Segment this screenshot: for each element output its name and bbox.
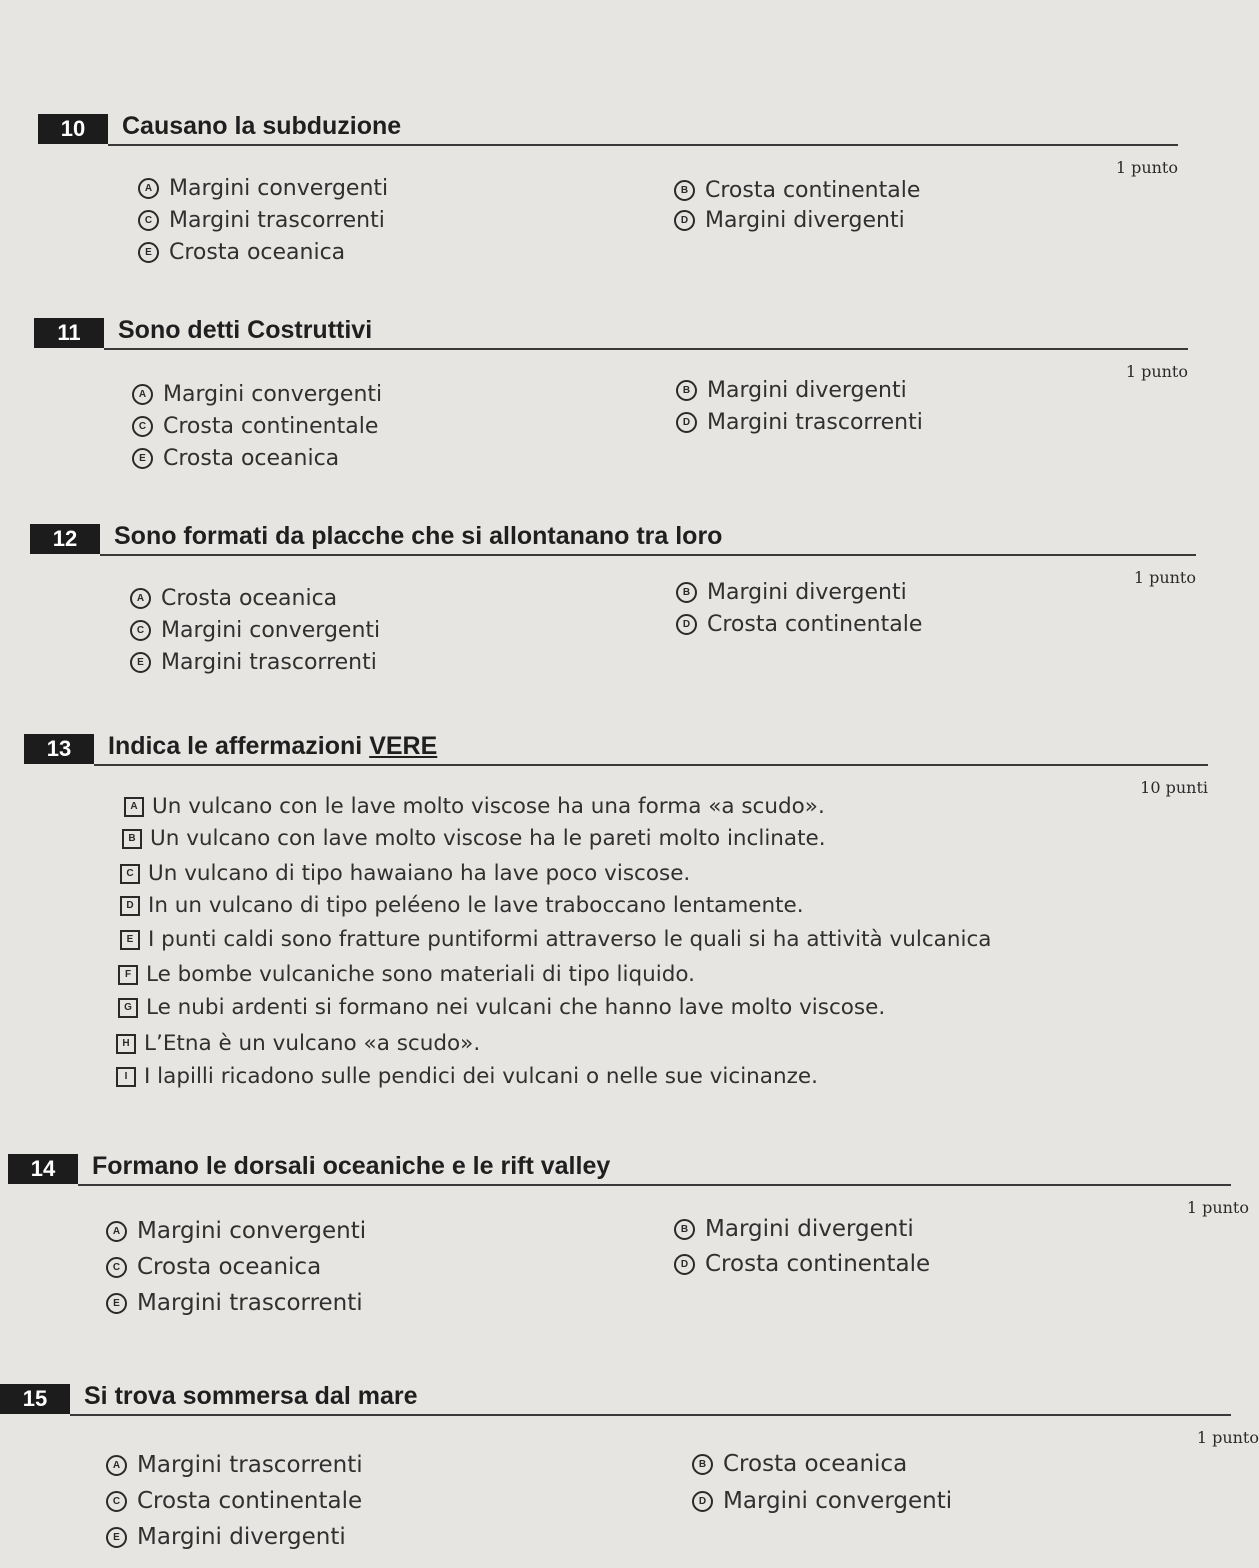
statement-letter-box: C — [120, 864, 140, 884]
statement-a[interactable] — [124, 794, 825, 819]
statement-f[interactable] — [118, 962, 695, 987]
option-text: Margini trascorrenti — [161, 650, 377, 675]
question-header — [24, 732, 1208, 797]
option-letter-circle: D — [692, 1491, 713, 1512]
question-number: 15 — [0, 1384, 70, 1414]
option-d[interactable] — [692, 1488, 952, 1514]
question-13 — [24, 734, 1208, 1094]
option-text: Margini divergenti — [707, 580, 907, 605]
option-c[interactable] — [138, 208, 385, 233]
statement-letter-box: A — [124, 797, 144, 817]
statement-letter-box: B — [122, 829, 142, 849]
question-title: Formano le dorsali oceaniche e le rift valley — [92, 1152, 611, 1180]
statement-letter-box: G — [118, 998, 138, 1018]
statement-text: Le nubi ardenti si formano nei vulcani che hanno lave molto viscose. — [146, 995, 886, 1020]
statement-h[interactable] — [116, 1031, 480, 1056]
option-letter-circle: D — [676, 412, 697, 433]
question-points: 10 punti — [1140, 778, 1208, 797]
option-b[interactable] — [674, 178, 920, 203]
question-header — [0, 1382, 1259, 1447]
statement-letter-box: H — [116, 1034, 136, 1054]
option-letter-circle: B — [676, 380, 697, 401]
statement-text: In un vulcano di tipo peléeno le lave traboccano lentamente. — [148, 893, 804, 918]
option-e[interactable] — [106, 1290, 363, 1316]
option-d[interactable] — [674, 1251, 930, 1277]
option-d[interactable] — [674, 208, 905, 233]
header-rule — [94, 764, 1208, 766]
statement-text: I punti caldi sono fratture puntiformi attraverso le quali si ha attività vulcanica — [148, 927, 992, 952]
option-letter-circle: A — [106, 1221, 127, 1242]
statement-letter-box: E — [120, 930, 140, 950]
statement-i[interactable] — [116, 1064, 818, 1089]
option-text: Crosta oceanica — [723, 1451, 908, 1477]
option-letter-circle: B — [674, 180, 695, 201]
option-letter-circle: B — [676, 582, 697, 603]
question-number: 10 — [38, 114, 108, 144]
question-header — [34, 316, 1188, 381]
option-letter-circle: C — [132, 416, 153, 437]
question-number: 13 — [24, 734, 94, 764]
option-text: Margini convergenti — [163, 382, 383, 407]
option-e[interactable] — [130, 650, 377, 675]
option-letter-circle: E — [106, 1527, 127, 1548]
option-c[interactable] — [130, 618, 380, 643]
option-c[interactable] — [132, 414, 378, 439]
statement-b[interactable] — [122, 826, 826, 851]
question-14 — [8, 1152, 1249, 1324]
option-a[interactable] — [106, 1452, 363, 1478]
option-text: Crosta continentale — [137, 1488, 363, 1514]
option-letter-circle: D — [674, 1254, 695, 1275]
question-number: 11 — [34, 318, 104, 348]
option-letter-circle: A — [132, 384, 153, 405]
question-11 — [34, 318, 1188, 478]
header-rule — [70, 1414, 1231, 1416]
question-header — [30, 522, 1196, 587]
option-letter-circle: E — [132, 448, 153, 469]
question-title: Sono formati da placche che si allontanano tra loro — [114, 522, 723, 550]
question-title — [108, 732, 437, 761]
statement-letter-box: I — [116, 1067, 136, 1087]
question-points: 1 punto — [1186, 1198, 1249, 1217]
option-e[interactable] — [132, 446, 339, 471]
option-letter-circle: E — [130, 652, 151, 673]
option-text: Crosta oceanica — [163, 446, 340, 471]
option-b[interactable] — [676, 378, 907, 403]
option-text: Margini trascorrenti — [169, 208, 385, 233]
statement-letter-box: D — [120, 896, 140, 916]
option-b[interactable] — [676, 580, 907, 605]
option-text: Margini divergenti — [705, 1216, 914, 1242]
option-letter-circle: A — [130, 588, 151, 609]
option-text: Crosta oceanica — [137, 1254, 322, 1280]
option-d[interactable] — [676, 612, 922, 637]
question-title: Causano la subduzione — [122, 112, 402, 140]
option-a[interactable] — [106, 1218, 366, 1244]
option-letter-circle: C — [130, 620, 151, 641]
statement-text: L’Etna è un vulcano «a scudo». — [144, 1031, 481, 1056]
option-c[interactable] — [106, 1488, 362, 1514]
header-rule — [104, 348, 1188, 350]
option-text: Margini trascorrenti — [707, 410, 923, 435]
option-letter-circle: C — [106, 1257, 127, 1278]
option-letter-circle: E — [106, 1293, 127, 1314]
statement-text: Un vulcano con lave molto viscose ha le pareti molto inclinate. — [150, 826, 826, 851]
question-title: Si trova sommersa dal mare — [84, 1382, 418, 1410]
question-header — [8, 1152, 1249, 1217]
question-points: 1 punto — [1196, 1428, 1259, 1447]
question-title: Sono detti Costruttivi — [118, 316, 373, 344]
option-text: Crosta oceanica — [169, 240, 346, 265]
option-text: Crosta continentale — [707, 612, 923, 637]
question-number: 14 — [8, 1154, 78, 1184]
option-text: Crosta continentale — [705, 1251, 931, 1277]
option-e[interactable] — [138, 240, 345, 265]
question-header — [38, 112, 1178, 177]
option-letter-circle: A — [106, 1455, 127, 1476]
statement-letter-box: F — [118, 965, 138, 985]
option-letter-circle: E — [138, 242, 159, 263]
statement-c[interactable] — [120, 861, 690, 886]
option-text: Crosta continentale — [163, 414, 379, 439]
question-15 — [0, 1382, 1259, 1564]
option-text: Margini trascorrenti — [137, 1452, 363, 1478]
option-letter-circle: B — [674, 1219, 695, 1240]
option-letter-circle: B — [692, 1454, 713, 1475]
header-rule — [100, 554, 1196, 556]
option-text: Margini convergenti — [137, 1218, 367, 1244]
question-title-emphasis: VERE — [369, 732, 438, 760]
header-rule — [108, 144, 1178, 146]
question-points: 1 punto — [1133, 568, 1196, 587]
question-number: 12 — [30, 524, 100, 554]
option-text: Margini convergenti — [723, 1488, 953, 1514]
option-a[interactable] — [132, 382, 382, 407]
option-d[interactable] — [676, 410, 923, 435]
option-a[interactable] — [130, 586, 337, 611]
option-text: Margini divergenti — [137, 1524, 346, 1550]
statement-e[interactable] — [120, 927, 991, 952]
option-c[interactable] — [106, 1254, 321, 1280]
question-12 — [30, 524, 1196, 684]
statement-text: I lapilli ricadono sulle pendici dei vulcani o nelle sue vicinanze. — [144, 1064, 818, 1089]
statement-text: Le bombe vulcaniche sono materiali di tipo liquido. — [146, 962, 696, 987]
option-text: Margini convergenti — [161, 618, 381, 643]
option-text: Margini divergenti — [707, 378, 907, 403]
option-text: Crosta continentale — [705, 178, 921, 203]
option-letter-circle: C — [138, 210, 159, 231]
option-text: Margini divergenti — [705, 208, 905, 233]
option-b[interactable] — [674, 1216, 914, 1242]
option-letter-circle: D — [676, 614, 697, 635]
option-a[interactable] — [138, 176, 388, 201]
option-letter-circle: D — [674, 210, 695, 231]
question-10 — [38, 114, 1178, 274]
question-points: 1 punto — [1125, 362, 1188, 381]
statement-d[interactable] — [120, 893, 804, 918]
header-rule — [78, 1184, 1231, 1186]
question-title-text: Indica le affermazioni — [108, 732, 370, 760]
option-letter-circle: C — [106, 1491, 127, 1512]
option-letter-circle: A — [138, 178, 159, 199]
option-text: Margini trascorrenti — [137, 1290, 363, 1316]
question-points: 1 punto — [1115, 158, 1178, 177]
statement-text: Un vulcano con le lave molto viscose ha una forma «a scudo». — [152, 794, 825, 819]
statement-g[interactable] — [118, 995, 885, 1020]
option-text: Crosta oceanica — [161, 586, 338, 611]
statement-text: Un vulcano di tipo hawaiano ha lave poco viscose. — [148, 861, 691, 886]
option-b[interactable] — [692, 1451, 907, 1477]
option-text: Margini convergenti — [169, 176, 389, 201]
option-e[interactable] — [106, 1524, 346, 1550]
